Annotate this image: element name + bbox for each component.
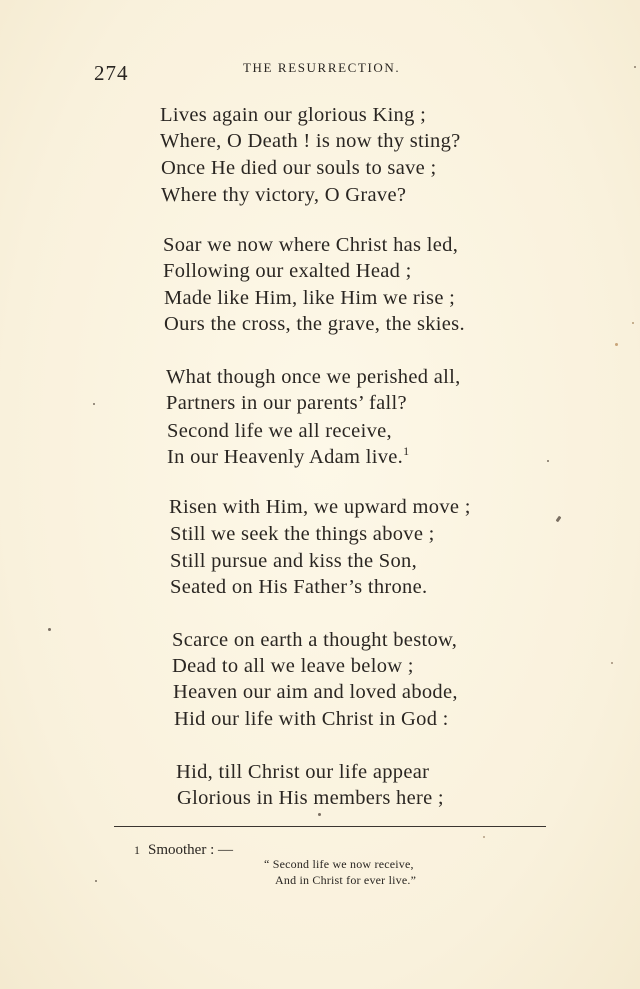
footnote-quote-line: “ Second life we now receive,: [264, 857, 414, 871]
verse-line: Still pursue and kiss the Son,: [170, 550, 418, 572]
footnote-quote-line: And in Christ for ever live.”: [275, 873, 417, 887]
verse-line-text: In our Heavenly Adam live.: [167, 446, 404, 468]
verse-line: Following our exalted Head ;: [163, 260, 412, 282]
verse-line: Glorious in His members here ;: [177, 787, 444, 809]
verse-line: Lives again our glorious King ;: [160, 104, 427, 126]
verse-line: Ours the cross, the grave, the skies.: [164, 313, 465, 335]
verse-line: What though once we perished all,: [166, 366, 461, 388]
verse-line: Soar we now where Christ has led,: [163, 234, 459, 256]
verse-line: Seated on His Father’s throne.: [170, 576, 428, 598]
footnote-label: [134, 842, 233, 859]
verse-line: Where thy victory, O Grave?: [161, 184, 407, 206]
running-head: THE RESURRECTION.: [243, 60, 401, 75]
paper-speck: [556, 516, 562, 523]
verse-line: Made like Him, like Him we rise ;: [164, 287, 456, 309]
verse-line: Dead to all we leave below ;: [172, 655, 414, 677]
paper-speck: [95, 880, 97, 882]
verse-line: Where, O Death ! is now thy sting?: [160, 130, 461, 152]
page-header: [0, 58, 640, 88]
page-number: 274: [94, 61, 129, 85]
paper-speck: [483, 836, 485, 838]
footnote-reference: 1: [403, 444, 410, 458]
paper-speck: [611, 662, 613, 664]
verse-line: Partners in our parents’ fall?: [166, 392, 407, 414]
paper-speck: [318, 813, 321, 816]
paper-speck: [615, 343, 618, 346]
paper-speck: [632, 322, 634, 324]
footnote-marker: 1: [134, 843, 140, 857]
footnote-label-text: Smoother : —: [148, 842, 233, 858]
footnote-divider: [114, 826, 546, 827]
verse-line: Heaven our aim and loved abode,: [173, 681, 458, 703]
verse-line: Still we seek the things above ;: [170, 523, 435, 545]
verse-line: Second life we all receive,: [167, 420, 392, 442]
verse-line: Hid our life with Christ in God :: [174, 708, 449, 730]
verse-line: Risen with Him, we upward move ;: [169, 496, 471, 518]
paper-speck: [634, 66, 636, 68]
verse-line: Hid, till Christ our life appear: [176, 761, 430, 783]
paper-speck: [93, 403, 95, 405]
paper-speck: [547, 460, 549, 462]
verse-line: Once He died our souls to save ;: [161, 157, 437, 179]
verse-line-with-footnote: [167, 444, 409, 470]
verse-line: Scarce on earth a thought bestow,: [172, 629, 458, 651]
paper-speck: [48, 628, 51, 631]
